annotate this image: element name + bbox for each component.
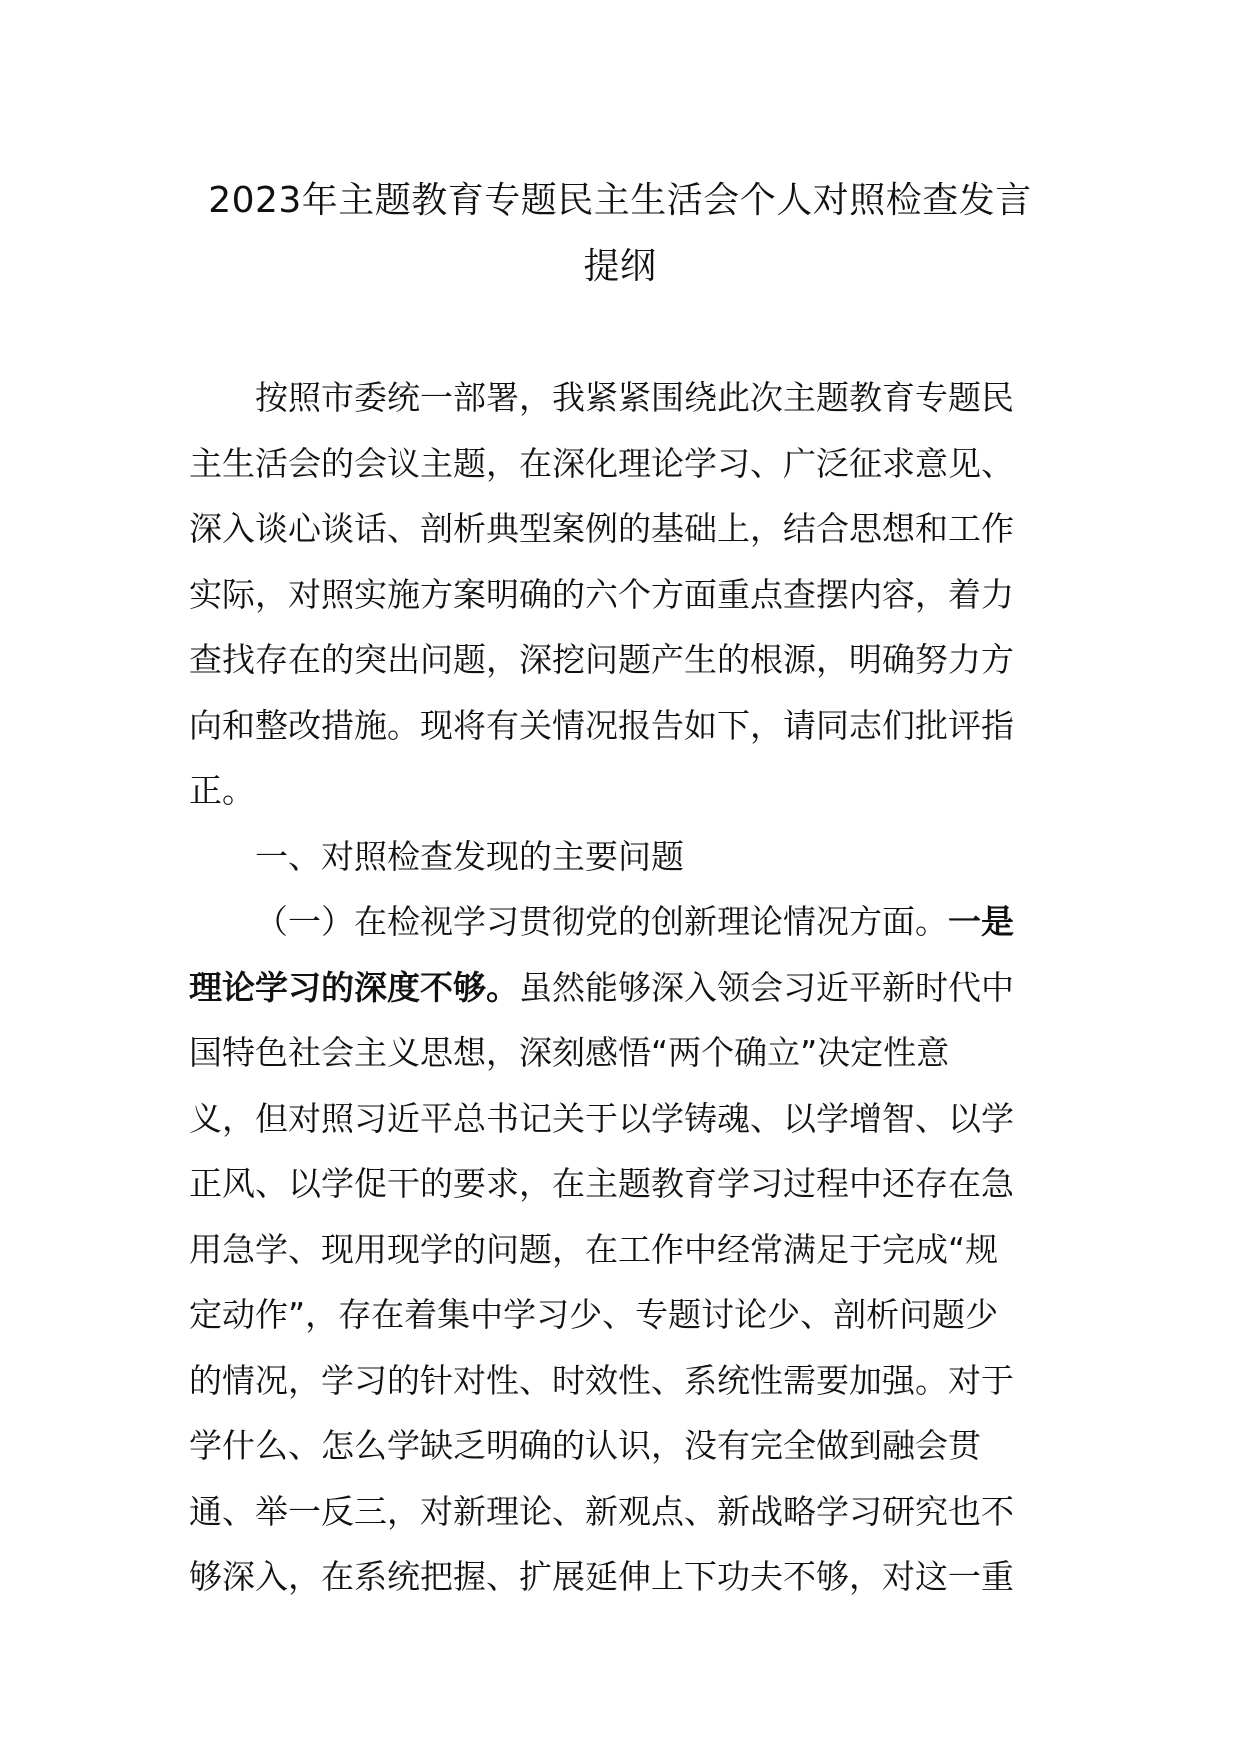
document-title [180,168,1060,300]
paragraph-2-line-4: 义，但对照习近平总书记关于以学铸魂、以学增智、以学 [189,1098,1014,1138]
paragraph-2-line-2-text: 虽然能够深入领会习近平新时代中 [519,967,1014,1007]
paragraph-1-line-1: 按照市委统一部署，我紧紧围绕此次主题教育专题民 [255,378,1014,417]
title-line-1: 2023年主题教育专题民主生活会个人对照检查发言 [208,180,1032,221]
paragraph-2-line-11: 够深入，在系统把握、扩展延伸上下功夫不够，对这一重 [189,1557,1014,1596]
section-heading-1: 一、对照检查发现的主要问题 [255,836,684,876]
paragraph-2-line-2-emphasis: 理论学习的深度不够。 [189,967,519,1007]
paragraph-2-line-7: 定动作”，存在着集中学习少、专题讨论少、剖析问题少 [189,1295,999,1334]
document-body [189,365,1059,1610]
paragraph-1-line-2: 主生活会的会议主题，在深化理论学习、广泛征求意见、 [189,443,1014,483]
paragraph-2-line-3: 国特色社会主义思想，深刻感悟“两个确立”决定性意 [189,1033,950,1072]
paragraph-1-line-3: 深入谈心谈话、剖析典型案例的基础上，结合思想和工作 [189,509,1014,548]
paragraph-2-line-5: 正风、以学促干的要求，在主题教育学习过程中还存在急 [189,1164,1014,1203]
paragraph-1-line-4: 实际，对照实施方案明确的六个方面重点查摆内容，着力 [189,574,1014,614]
paragraph-2-line-8: 的情况，学习的针对性、时效性、系统性需要加强。对于 [189,1360,1014,1400]
paragraph-2-line-2 [189,955,1059,1021]
paragraph-1-line-6: 向和整改措施。现将有关情况报告如下，请同志们批评指 [189,705,1014,745]
paragraph-2-line-10: 通、举一反三，对新理论、新观点、新战略学习研究也不 [189,1491,1014,1531]
paragraph-2-line-1-text: （一）在检视学习贯彻党的创新理论情况方面。 [255,902,948,941]
paragraph-2-line-6: 用急学、现用现学的问题，在工作中经常满足于完成“规 [189,1229,999,1269]
paragraph-1-line-7: 正。 [189,771,255,810]
title-line-2: 提纲 [583,246,657,287]
paragraph-2-line-1-emphasis: 一是 [948,902,1014,941]
paragraph-2-line-1 [189,889,1059,955]
paragraph-2-line-9: 学什么、怎么学缺乏明确的认识，没有完全做到融会贯 [189,1426,981,1465]
paragraph-1-line-5: 查找存在的突出问题，深挖问题产生的根源，明确努力方 [189,640,1014,679]
